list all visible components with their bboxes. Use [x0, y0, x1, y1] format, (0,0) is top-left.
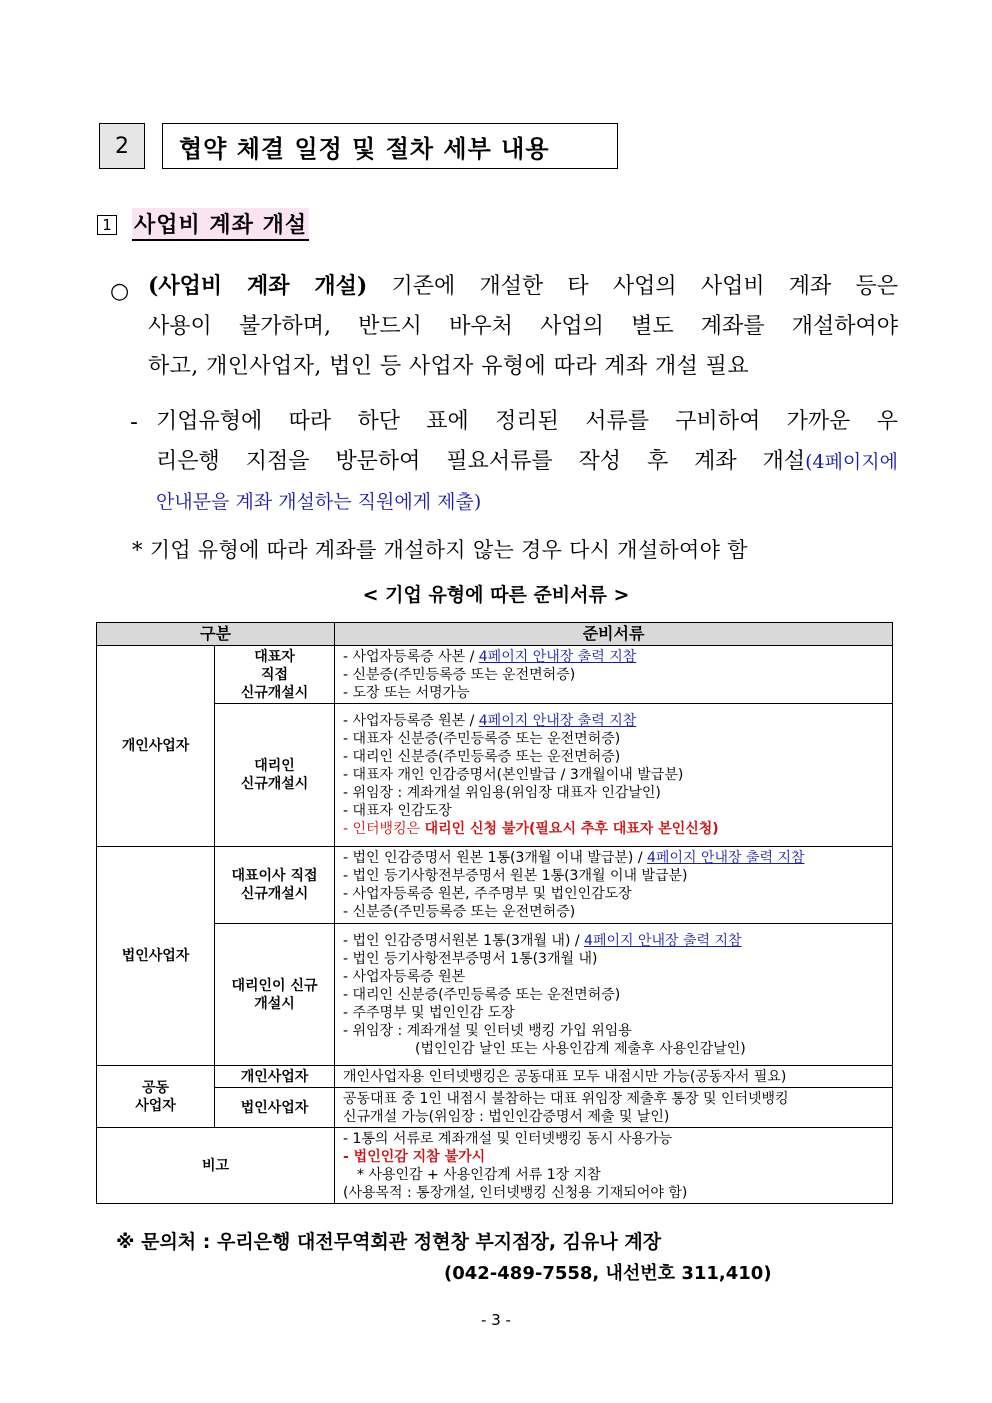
doc-item: - 사업자등록증 원본 / — [343, 713, 479, 729]
doc-item-warning: - 법인인감 지참 불가시 — [343, 1148, 486, 1165]
doc-item: - 위임장 : 계좌개설 및 인터넷 뱅킹 가입 위임용 — [343, 1022, 632, 1039]
contact-line1: ※ 문의처 : 우리은행 대전무역회관 정현창 부지점장, 김유나 계장 — [116, 1231, 662, 1253]
doc-item: - 사업자등록증 원본, 주주명부 및 법인인감도장 — [343, 886, 632, 902]
docs-corporate-agent — [335, 924, 893, 1066]
sub-label-line: 대리인이 신규 — [231, 977, 318, 994]
sub-label-line: 신규개설시 — [240, 684, 309, 701]
doc-item: - 사업자등록증 사본 / — [343, 648, 479, 665]
category-remarks: 비고 — [97, 1128, 335, 1204]
table-row — [97, 1128, 893, 1204]
doc-item: - 사업자등록증 원본 — [343, 968, 466, 985]
sub-personal-agent — [215, 704, 335, 847]
contact-line2: (042-489-7558, 내선번호 311,410) — [444, 1263, 772, 1284]
doc-item: - 주주명부 및 법인인감 도장 — [343, 1004, 515, 1021]
doc-item: * 사용인감 + 사용인감계 서류 1장 지참 — [357, 1166, 601, 1183]
docs-personal-direct — [335, 646, 893, 704]
doc-item: - 신분증(주민등록증 또는 운전면허증) — [343, 666, 576, 683]
dash-line1: 기업유형에 따라 하단 표에 정리된 서류를 구비하여 가까운 우 — [156, 409, 898, 434]
documents-table — [96, 622, 893, 1204]
dash-line2b: (4페이지에 — [805, 451, 898, 473]
doc-item: 신규개설 가능(위임장 : 법인인감증명서 제출 및 날인) — [343, 1108, 670, 1125]
doc-item: - 대표자 개인 인감증명서(본인발급 / 3개월이내 발급분) — [343, 767, 684, 783]
table-row — [97, 1088, 893, 1128]
cat-label-line: 사업자 — [135, 1097, 176, 1114]
cat-label-line: 공동 — [141, 1079, 170, 1096]
doc-item: 개인사업자용 인터넷뱅킹은 공동대표 모두 내점시만 가능(공동자서 필요) — [343, 1068, 787, 1085]
sub-label-line: 대표자 — [254, 648, 295, 665]
doc-item: (법인인감 날인 또는 사용인감계 제출후 사용인감날인) — [415, 1040, 746, 1057]
doc-item: - 1통의 서류로 계좌개설 및 인터넷뱅킹 동시 사용가능 — [343, 1130, 673, 1147]
category-personal: 개인사업자 — [97, 646, 215, 847]
doc-item: - 도장 또는 서명가능 — [343, 684, 470, 701]
table-header-row — [97, 623, 893, 646]
page-number: - 3 - — [481, 1311, 511, 1329]
section-number: 1 — [97, 215, 117, 235]
docs-joint-personal — [335, 1066, 893, 1088]
doc-item: - 대리인 신분증(주민등록증 또는 운전면허증) — [343, 749, 621, 765]
sub-label-line: 신규개설시 — [240, 886, 309, 902]
bullet-line3: 하고, 개인사업자, 법인 등 사업자 유형에 따라 계좌 개설 필요 — [148, 354, 749, 379]
bullet-line2: 사용이 불가하며, 반드시 바우처 사업의 별도 계좌를 개설하여야 — [148, 314, 898, 339]
bullet-lead: (사업비 계좌 개설) — [148, 273, 368, 299]
sub-label-line: 대리인 — [254, 758, 295, 774]
note-text: * 기업 유형에 따라 계좌를 개설하지 않는 경우 다시 개설하여야 함 — [132, 538, 748, 562]
doc-item-warning: - 인터뱅킹은 — [343, 821, 425, 837]
chapter-title: 협약 체결 일정 및 절차 세부 내용 — [162, 123, 618, 169]
dash-paragraph — [156, 402, 898, 522]
guide-link[interactable]: 4페이지 안내장 출력 지참 — [478, 648, 637, 665]
sub-label-line: 개설시 — [254, 995, 295, 1012]
section-title: 사업비 계좌 개설 — [132, 208, 309, 241]
sub-label-line: 신규개설시 — [240, 776, 309, 792]
doc-item: - 대표자 인감도장 — [343, 803, 452, 819]
table-row — [97, 924, 893, 1066]
bullet-marker: ○ — [110, 279, 130, 304]
header-category: 구분 — [97, 623, 335, 646]
doc-item: - 법인 등기사항전부증명서 1통(3개월 내) — [343, 950, 598, 967]
category-joint — [97, 1066, 215, 1128]
doc-item: - 대표자 신분증(주민등록증 또는 운전면허증) — [343, 731, 621, 747]
bullet-paragraph — [148, 266, 898, 387]
doc-item: 공동대표 중 1인 내점시 불참하는 대표 위임장 제출후 통장 및 인터넷뱅킹 — [343, 1090, 789, 1107]
bullet-line1: 기존에 개설한 타 사업의 사업비 계좌 등은 — [367, 274, 898, 299]
doc-item: - 법인 인감증명서 원본 1통(3개월 이내 발급분) / — [343, 850, 648, 866]
category-corporate: 법인사업자 — [97, 847, 215, 1066]
docs-corporate-direct — [335, 847, 893, 924]
table-caption: < 기업 유형에 따른 준비서류 > — [362, 584, 630, 606]
table-row — [97, 646, 893, 704]
docs-personal-agent — [335, 704, 893, 847]
chapter-number: 2 — [99, 123, 145, 169]
guide-link[interactable]: 4페이지 안내장 출력 지참 — [478, 713, 637, 729]
sub-corporate-direct — [215, 847, 335, 924]
dash-marker: - — [130, 410, 138, 435]
docs-joint-corporate — [335, 1088, 893, 1128]
guide-link[interactable]: 4페이지 안내장 출력 지참 — [584, 932, 742, 949]
sub-personal-direct — [215, 646, 335, 704]
sub-label-line: 직접 — [260, 666, 289, 683]
header-docs: 준비서류 — [335, 623, 893, 646]
doc-item: - 법인 등기사항전부증명서 원본 1통(3개월 이내 발급분) — [343, 868, 688, 884]
doc-item: - 법인 인감증명서원본 1통(3개월 내) / — [343, 932, 585, 949]
doc-item: (사용목적 : 통장개설, 인터넷뱅킹 신청용 기재되어야 함) — [343, 1184, 688, 1201]
guide-link[interactable]: 4페이지 안내장 출력 지참 — [647, 850, 805, 866]
table-row — [97, 1066, 893, 1088]
table-row — [97, 847, 893, 924]
doc-item: - 대리인 신분증(주민등록증 또는 운전면허증) — [343, 986, 621, 1003]
dash-line2a: 리은행 지점을 방문하여 필요서류를 작성 후 계좌 개설 — [156, 449, 806, 474]
sub-label-line: 대표이사 직접 — [231, 868, 318, 884]
doc-item: - 신분증(주민등록증 또는 운전면허증) — [343, 904, 576, 920]
table-row — [97, 704, 893, 847]
sub-joint-personal: 개인사업자 — [215, 1066, 335, 1088]
doc-item-warning-bold: 대리인 신청 불가(필요시 추후 대표자 본인신청) — [424, 821, 719, 837]
docs-remarks — [335, 1128, 893, 1204]
dash-line3: 안내문을 계좌 개설하는 직원에게 제출) — [156, 491, 482, 513]
sub-joint-corporate: 법인사업자 — [215, 1088, 335, 1128]
doc-item: - 위임장 : 계좌개설 위임용(위임장 대표자 인감날인) — [343, 785, 661, 801]
sub-corporate-agent — [215, 924, 335, 1066]
